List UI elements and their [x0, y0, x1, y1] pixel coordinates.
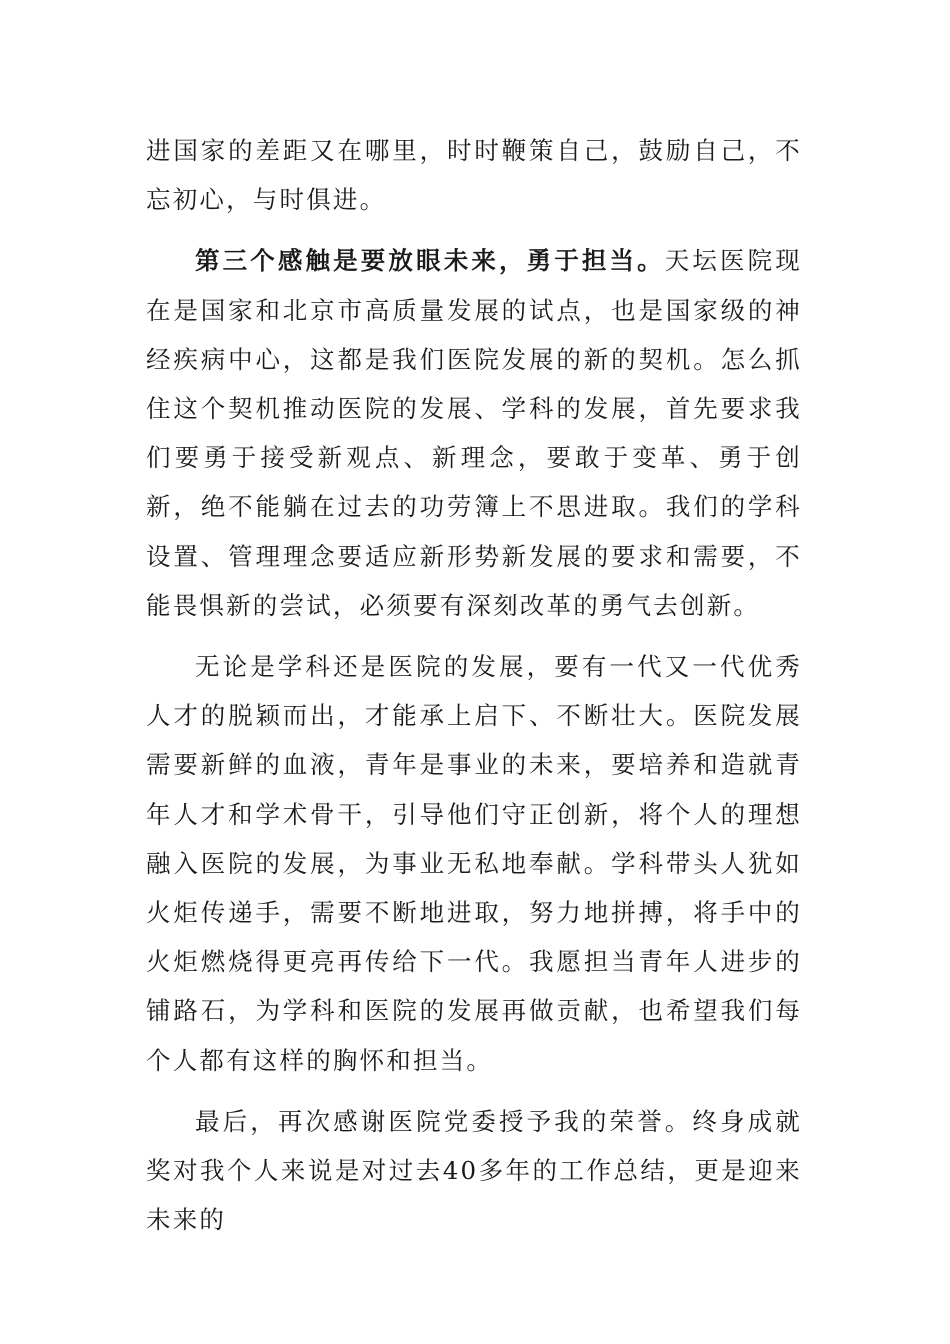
- paragraph-3: [146, 642, 802, 1085]
- paragraph-3-text: 无论是学科还是医院的发展，要有一代又一代优秀人才的脱颖而出，才能承上启下、不断壮大。医院发展需要新鲜的血液，青年是事业的未来，要培养和造就青年人才和学术骨干，引导他们守正创新，将个人的理想融入医院的发展，为事业无私地奉献。学科带头人犹如火炬传递手，需要不断地进取，努力地拼搏，将手中的火炬燃烧得更亮再传给下一代。我愿担当青年人进步的铺路石，为学科和医院的发展再做贡献，也希望我们每个人都有这样的胸怀和担当。: [146, 652, 802, 1075]
- paragraph-4: [146, 1097, 802, 1245]
- paragraph-1-text: 进国家的差距又在哪里，时时鞭策自己，鼓励自己，不忘初心，与时俱进。: [146, 136, 802, 215]
- document-body: [146, 126, 802, 1256]
- paragraph-1: [146, 126, 802, 224]
- paragraph-2: [146, 236, 802, 630]
- paragraph-4-text: 最后，再次感谢医院党委授予我的荣誉。终身成就奖对我个人来说是对过去40多年的工作总结，更是迎来未来的: [146, 1106, 802, 1235]
- paragraph-2-text: 天坛医院现在是国家和北京市高质量发展的试点，也是国家级的神经疾病中心，这都是我们医院发展的新的契机。怎么抓住这个契机推动医院的发展、学科的发展，首先要求我们要勇于接受新观点、新理念，要敢于变革、勇于创新，绝不能躺在过去的功劳簿上不思进取。我们的学科设置、管理理念要适应新形势新发展的要求和需要，不能畏惧新的尝试，必须要有深刻改革的勇气去创新。: [146, 246, 802, 620]
- paragraph-2-lead: 第三个感触是要放眼未来，勇于担当。: [195, 246, 665, 276]
